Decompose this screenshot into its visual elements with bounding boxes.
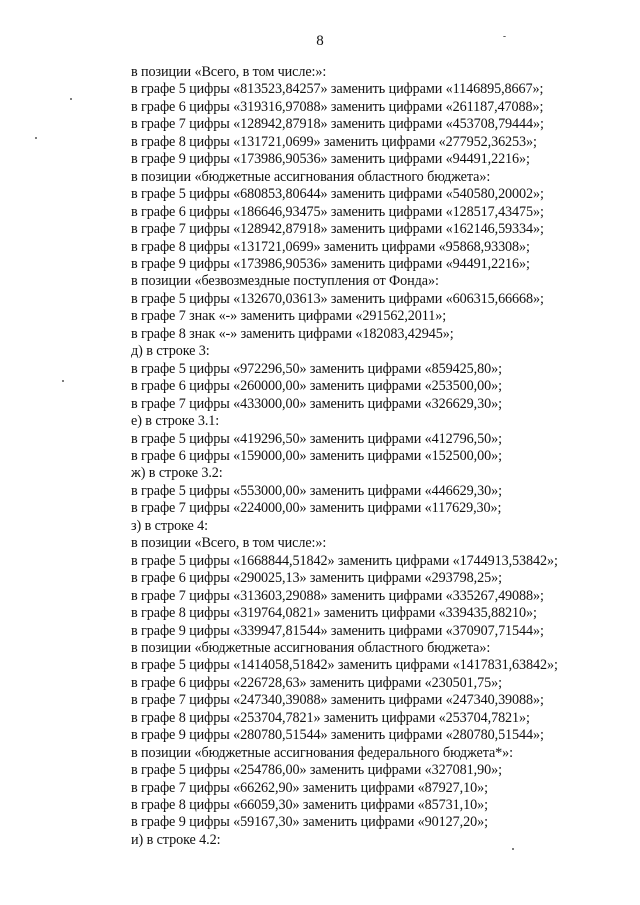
scan-speck xyxy=(512,848,514,850)
text-line: е) в строке 3.1: xyxy=(131,413,220,430)
text-line: в графе 7 цифры «66262,90» заменить цифрами «87927,10»; xyxy=(131,779,488,796)
text-line: в графе 9 цифры «280780,51544» заменить цифрами «280780,51544»; xyxy=(131,727,544,744)
text-line: в графе 7 цифры «433000,00» заменить цифрами «326629,30»; xyxy=(131,395,502,412)
text-line: в позиции «бюджетные ассигнования федерального бюджета*»: xyxy=(131,744,514,761)
scan-speck xyxy=(70,98,72,100)
page-number: 8 xyxy=(316,33,324,49)
text-line: в графе 9 цифры «59167,30» заменить цифрами «90127,20»; xyxy=(131,814,488,831)
text-line: в позиции «Всего, в том числе:»: xyxy=(131,535,327,552)
text-line: в позиции «бюджетные ассигнования областного бюджета»: xyxy=(131,639,491,656)
text-line: в графе 8 цифры «253704,7821» заменить цифрами «253704,7821»; xyxy=(131,709,530,726)
text-line: в позиции «бюджетные ассигнования областного бюджета»: xyxy=(131,168,491,185)
text-line: в графе 6 цифры «226728,63» заменить цифрами «230501,75»; xyxy=(131,674,502,691)
scan-speck xyxy=(35,137,37,139)
text-line: в графе 6 цифры «159000,00» заменить цифрами «152500,00»; xyxy=(131,447,502,464)
text-line: в графе 5 цифры «972296,50» заменить цифрами «859425,80»; xyxy=(131,360,502,377)
text-line: в графе 7 цифры «224000,00» заменить цифрами «117629,30»; xyxy=(131,500,502,517)
text-line: в графе 5 цифры «680853,80644» заменить цифрами «540580,20002»; xyxy=(131,186,544,203)
text-line: ж) в строке 3.2: xyxy=(131,465,223,482)
text-line: д) в строке 3: xyxy=(131,343,210,360)
scan-speck xyxy=(62,380,64,382)
text-line: и) в строке 4.2: xyxy=(131,831,221,848)
text-line: в графе 8 цифры «66059,30» заменить цифрами «85731,10»; xyxy=(131,797,488,814)
text-line: в позиции «Всего, в том числе:»: xyxy=(131,64,327,80)
text-line: в позиции «безвозмездные поступления от Фонда»: xyxy=(131,273,439,290)
text-line: в графе 7 знак «-» заменить цифрами «291562,2011»; xyxy=(131,308,447,325)
text-line: в графе 7 цифры «247340,39088» заменить цифрами «247340,39088»; xyxy=(131,692,544,709)
text-line: в графе 6 цифры «260000,00» заменить цифрами «253500,00»; xyxy=(131,378,502,395)
text-line: в графе 8 цифры «131721,0699» заменить цифрами «95868,93308»; xyxy=(131,238,530,255)
text-line: з) в строке 4: xyxy=(131,517,208,534)
text-line: в графе 9 цифры «173986,90536» заменить цифрами «94491,2216»; xyxy=(131,151,530,168)
text-line: в графе 5 цифры «1414058,51842» заменить цифрами «1417831,63842»; xyxy=(131,657,558,674)
text-line: в графе 7 цифры «128942,87918» заменить цифрами «162146,59334»; xyxy=(131,221,544,238)
text-line: в графе 6 цифры «319316,97088» заменить цифрами «261187,47088»; xyxy=(131,98,544,115)
text-line: в графе 5 цифры «553000,00» заменить цифрами «446629,30»; xyxy=(131,482,502,499)
text-line: в графе 5 цифры «1668844,51842» заменить цифрами «1744913,53842»; xyxy=(131,552,558,569)
amendment-text xyxy=(131,64,626,849)
text-line: в графе 8 цифры «319764,0821» заменить цифрами «339435,88210»; xyxy=(131,605,537,622)
text-line: в графе 6 цифры «186646,93475» заменить цифрами «128517,43475»; xyxy=(131,203,544,220)
text-line: в графе 5 цифры «419296,50» заменить цифрами «412796,50»; xyxy=(131,430,502,447)
scan-speck xyxy=(503,36,506,37)
text-line: в графе 5 цифры «132670,03613» заменить цифрами «606315,66668»; xyxy=(131,290,544,307)
text-line: в графе 5 цифры «254786,00» заменить цифрами «327081,90»; xyxy=(131,762,502,779)
text-line: в графе 7 цифры «128942,87918» заменить цифрами «453708,79444»; xyxy=(131,116,544,133)
text-line: в графе 5 цифры «813523,84257» заменить цифрами «1146895,8667»; xyxy=(131,81,544,98)
text-line: в графе 9 цифры «339947,81544» заменить цифрами «370907,71544»; xyxy=(131,622,544,639)
text-line: в графе 6 цифры «290025,13» заменить цифрами «293798,25»; xyxy=(131,570,502,587)
text-line: в графе 8 цифры «131721,0699» заменить цифрами «277952,36253»; xyxy=(131,133,537,150)
text-line: в графе 7 цифры «313603,29088» заменить цифрами «335267,49088»; xyxy=(131,587,544,604)
text-line: в графе 8 знак «-» заменить цифрами «182083,42945»; xyxy=(131,325,454,342)
text-line: в графе 9 цифры «173986,90536» заменить цифрами «94491,2216»; xyxy=(131,255,530,272)
